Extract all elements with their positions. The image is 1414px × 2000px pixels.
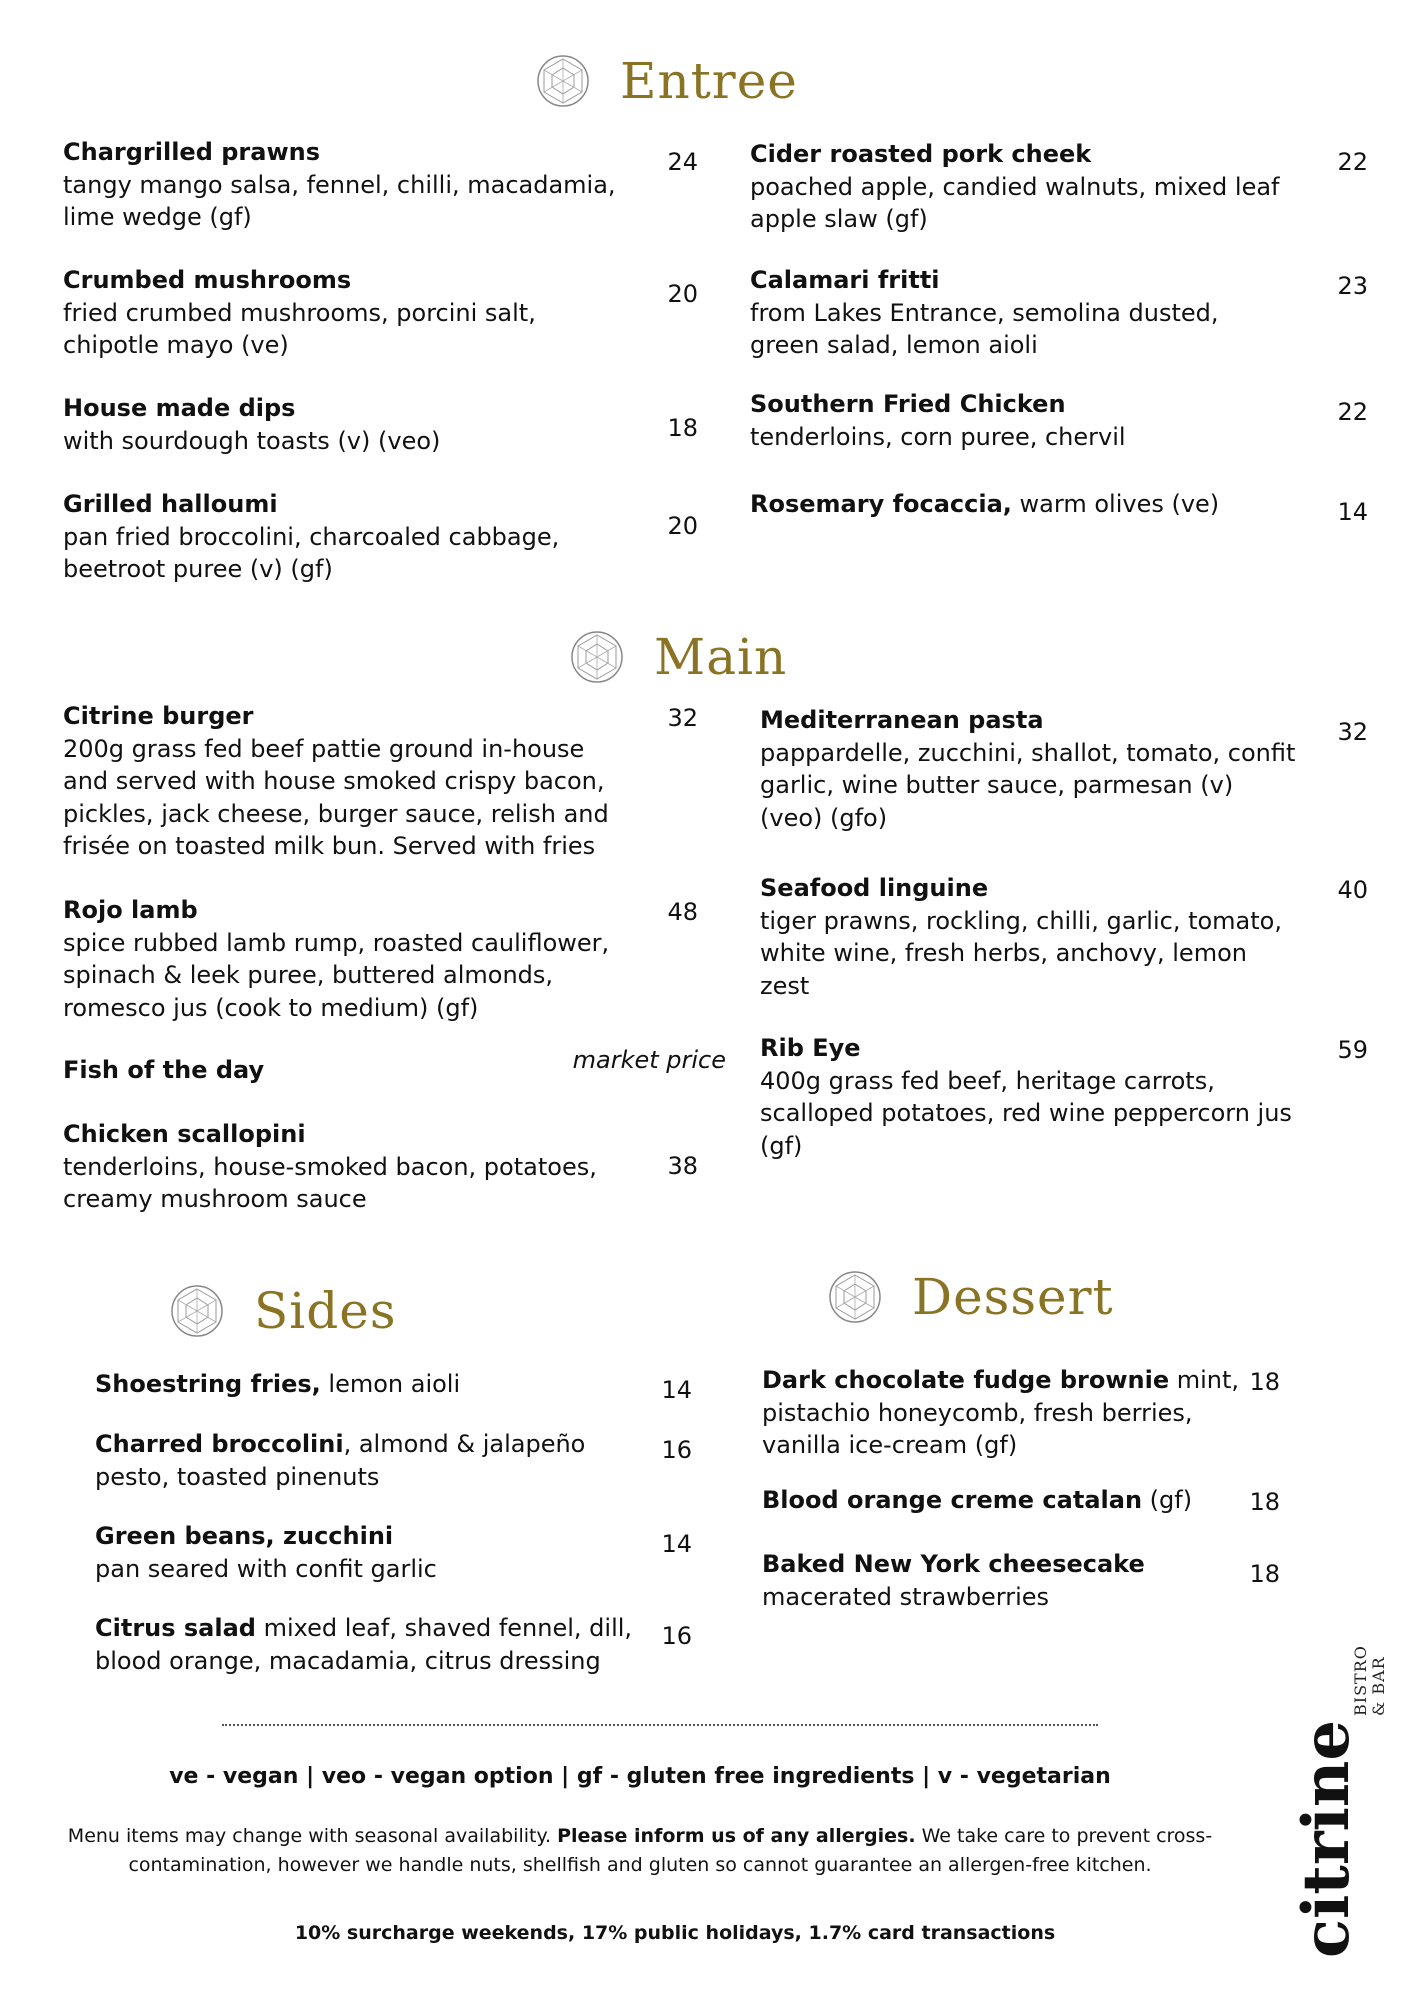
menu-item (95, 1428, 635, 1493)
item-name: Rojo lamb (63, 896, 198, 924)
menu-item (750, 488, 1290, 521)
item-description: with sourdough toasts (v) (veo) (63, 426, 441, 455)
item-price: 14 (661, 1376, 692, 1404)
logo-sub1: BISTRO (1351, 1645, 1370, 1716)
item-name: Chicken scallopini (63, 1120, 306, 1148)
dietary-legend: ve - vegan | veo - vegan option | gf - gluten free ingredients | v - vegetarian (169, 1764, 1111, 1789)
menu-item (63, 488, 633, 586)
item-description: 200g grass fed beef pattie ground in-house and served with house smoked crispy bacon, pickles, jack cheese, burger sauce, relish and frisée on toasted milk bun. Served with fries (63, 734, 609, 860)
item-price: 32 (1337, 718, 1368, 746)
item-price: 22 (1337, 398, 1368, 426)
item-description: mint, pistachio honeycomb, fresh berries, vanilla ice-cream (gf) (762, 1366, 1240, 1459)
menu-item (760, 704, 1300, 834)
item-price: 22 (1337, 148, 1368, 176)
item-name: Rosemary focaccia, (750, 490, 1012, 518)
item-price: 16 (661, 1622, 692, 1650)
menu-item (760, 1032, 1300, 1162)
item-name: Shoestring fries, (95, 1370, 321, 1398)
menu-item (95, 1612, 635, 1677)
citrine-logo (1278, 1640, 1388, 1960)
menu-item (63, 700, 633, 863)
item-description: pan fried broccolini, charcoaled cabbage, beetroot puree (v) (gf) (63, 522, 560, 583)
item-name: Citrine burger (63, 702, 254, 730)
item-description: pan seared with confit garlic (95, 1554, 437, 1583)
entree-heading (536, 52, 798, 110)
item-description: warm olives (ve) (1011, 490, 1220, 518)
item-name: Calamari fritti (750, 266, 940, 294)
item-price: 40 (1337, 876, 1368, 904)
item-description: tangy mango salsa, fennel, chilli, macadamia, lime wedge (gf) (63, 170, 616, 231)
item-description: tenderloins, house-smoked bacon, potatoes, creamy mushroom sauce (63, 1152, 597, 1213)
item-description: mixed leaf, shaved fennel, dill, blood orange, macadamia, citrus dressing (95, 1614, 633, 1675)
item-description: , almond & jalapeño pesto, toasted pinenuts (95, 1430, 586, 1491)
item-price: 20 (667, 280, 698, 308)
item-description: fried crumbed mushrooms, porcini salt, chipotle mayo (ve) (63, 298, 536, 359)
allergy-notice (60, 1822, 1220, 1880)
menu-item (762, 1484, 1242, 1517)
dessert-title: Dessert (912, 1268, 1114, 1326)
item-price: 59 (1337, 1036, 1368, 1064)
item-name: Fish of the day (63, 1056, 265, 1084)
menu-item (750, 138, 1290, 236)
item-name: House made dips (63, 394, 296, 422)
entree-title: Entree (620, 52, 798, 110)
item-name: Rib Eye (760, 1034, 861, 1062)
main-heading (570, 628, 787, 686)
logo-sub2: & BAR (1369, 1656, 1388, 1716)
sides-title: Sides (254, 1282, 397, 1340)
item-price: 18 (667, 414, 698, 442)
item-name: Crumbed mushrooms (63, 266, 352, 294)
item-price: 18 (1249, 1560, 1280, 1588)
item-description: tenderloins, corn puree, chervil (750, 422, 1126, 451)
item-description: (gf) (1142, 1486, 1193, 1514)
item-price: 48 (667, 898, 698, 926)
item-price: 24 (667, 148, 698, 176)
item-description: macerated strawberries (762, 1582, 1050, 1611)
item-name: Charred broccolini (95, 1430, 344, 1458)
dotted-divider (222, 1724, 1098, 1726)
item-price: market price (572, 1046, 726, 1074)
item-name: Baked New York cheesecake (762, 1550, 1145, 1578)
item-name: Seafood linguine (760, 874, 989, 902)
item-price: 16 (661, 1436, 692, 1464)
item-description: poached apple, candied walnuts, mixed leaf apple slaw (gf) (750, 172, 1280, 233)
item-price: 14 (1337, 498, 1368, 526)
menu-item (762, 1548, 1242, 1613)
item-name: Dark chocolate fudge brownie (762, 1366, 1170, 1394)
menu-item (95, 1368, 635, 1401)
notice-text-rest: We take care to prevent cross-contamination, however we handle nuts, shellfish and gluten so cannot guarantee an allergen-free kitchen. (128, 1825, 1213, 1876)
item-price: 23 (1337, 272, 1368, 300)
menu-item (762, 1364, 1242, 1462)
item-price: 32 (667, 704, 698, 732)
gem-icon (570, 630, 624, 684)
menu-item (95, 1520, 635, 1585)
item-description: 400g grass fed beef, heritage carrots, scalloped potatoes, red wine peppercorn jus (gf) (760, 1066, 1292, 1160)
logo-brand: citrine (1289, 1719, 1364, 1958)
item-name: Chargrilled prawns (63, 138, 320, 166)
menu-item (63, 392, 633, 457)
item-description: pappardelle, zucchini, shallot, tomato, confit garlic, wine butter sauce, parmesan (v) (veo) (gfo) (760, 738, 1296, 832)
notice-text: Menu items may change with seasonal availability. (67, 1825, 558, 1847)
sides-heading (170, 1282, 397, 1340)
item-price: 14 (661, 1530, 692, 1558)
item-name: Cider roasted pork cheek (750, 140, 1092, 168)
item-name: Blood orange creme catalan (762, 1486, 1143, 1514)
menu-item (63, 1054, 463, 1087)
menu-item (760, 872, 1300, 1002)
surcharge-note: 10% surcharge weekends, 17% public holidays, 1.7% card transactions (294, 1922, 1056, 1944)
gem-icon (170, 1284, 224, 1338)
item-description: from Lakes Entrance, semolina dusted, green salad, lemon aioli (750, 298, 1219, 359)
item-name: Green beans, zucchini (95, 1522, 394, 1550)
item-price: 38 (667, 1152, 698, 1180)
menu-item (750, 388, 1290, 453)
item-price: 18 (1249, 1368, 1280, 1396)
menu-item (63, 1118, 633, 1216)
menu-item (63, 264, 633, 362)
dessert-heading (828, 1268, 1114, 1326)
item-description: spice rubbed lamb rump, roasted cauliflower, spinach & leek puree, buttered almonds, romesco jus (cook to medium) (gf) (63, 928, 610, 1022)
menu-item (750, 264, 1290, 362)
item-price: 20 (667, 512, 698, 540)
item-name: Grilled halloumi (63, 490, 278, 518)
menu-item (63, 894, 633, 1024)
item-price: 18 (1249, 1488, 1280, 1516)
main-title: Main (654, 628, 788, 686)
item-description: lemon aioli (320, 1370, 461, 1398)
menu-item (63, 136, 633, 234)
gem-icon (828, 1270, 882, 1324)
item-name: Mediterranean pasta (760, 706, 1044, 734)
item-name: Southern Fried Chicken (750, 390, 1066, 418)
item-name: Citrus salad (95, 1614, 256, 1642)
item-description: tiger prawns, rockling, chilli, garlic, tomato, white wine, fresh herbs, anchovy, lemon zest (760, 906, 1282, 1000)
gem-icon (536, 54, 590, 108)
notice-allergy-bold: Please inform us of any allergies. (557, 1825, 916, 1847)
